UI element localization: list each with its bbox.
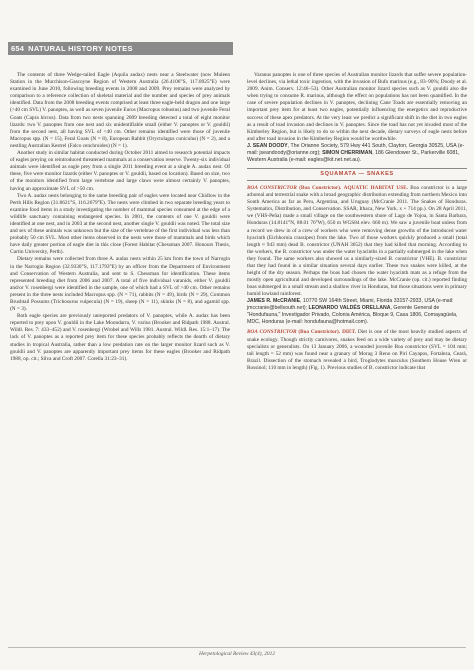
right-column: [247, 72, 467, 372]
species-name: BOA CONSTRICTOR: [247, 329, 297, 336]
note-body: Diet is one of the most heavily studied aspects of snake ecology. Though strictly carnivores, snakes feed on a wide variety of prey and may be dietary specialists or generalists. On 13 January 2006, a wounded juvenile Boa constrictor (SVL = 104 mm; tail length = 52 mm) was found near a granary of Morag 3 Reno on Pirí Cayapos, Fortaleza, Ceará, Brazil. Dissection of the stomach revealed a bird, Troglodytes musculus (Southern House Wren or Rossinol; 110 mm in length) (Fig. 1). Previous studies of B. constrictor indicate that: [247, 329, 467, 371]
running-title: NATURAL HISTORY NOTES: [28, 44, 133, 53]
author-name: J. SEAN DOODY: [247, 142, 288, 149]
note-title: [247, 185, 408, 191]
paragraph: The contents of three Wedge-tailed Eagle (Aquila audax) nests near a Steelwater (now Muleen Station in the Murchison-Gascoyne Region of Western Australia (26.4106°S, 117.8925°E) were examined in June 2010, following breeding events in 2008 and 2009. Prey remains were analyzed by comparison to a reference collection of skeletal material and the number and species of prey animals identified. Data from the 2008 breeding events comprised at least three eagle-held dragon and one large (>40 cm SVL) V. panoptes, as well as seven juvenile Euros (Macropus robustus) and two juvenile Feral Goats (Capra hircus). Data from two nests spanning 2009 breeding detected a total of eight monitor lizards: two V. panoptes from one nest and six unidentifiable small (either V. panoptes or V. gouldii) from the second nest, all having SVL of <40 cm. Other remains identified were those of juvenile Macropus spp. (N = 15), Feral Goats (N = 8), European Rabbit (Oryctolagus cuniculus) (N = 2), and a nestling Australian Kestrel (Falco cenchroides) (N = 1).: [10, 72, 230, 149]
note-title: [247, 329, 356, 335]
author-name: LEONARDO VALDÉS ORELLANA: [308, 305, 391, 312]
species-name: BOA CONSTRICTOR: [247, 184, 297, 191]
author-signature: [247, 298, 467, 326]
left-column: [10, 72, 230, 363]
page-header: [8, 42, 233, 55]
note-topic: DIET.: [342, 329, 356, 336]
page-number: 654: [11, 44, 25, 53]
paragraph: Both eagle species are previously unreported predators of V. panoptes, while A. audax has been reported to prey upon V. gouldii in the Lake Moondarra, V. varius (Brooker and Ridpath 1988. Austral. Wildl. Res. 7: 433–452) and V. rosenbergi (Wrobel and Wills 1981. Austral. Wildl. Res. 15:1–17). The lack of V. panoptes as a reported prey item for these species probably reflects the dearth of dietary studies in tropical Australia, rather than a low predation rate on the larger monitor lizard such as V. gouldii and V. panoptes are apparently important prey items for these eagles (Brooker and Ridpath 1988, op. cit.; Silva and Croft 2007. Corella 31:23–31).: [10, 313, 230, 362]
common-name: (Boa Constrictor).: [298, 329, 341, 336]
note-body: Boa constrictor is a large arboreal and terrestrial snake with a broad geographic distribution extending from northern Mexico into South America as far as Peru, Argentina, and Uruguay (McCranie 2011. The Snakes of Honduras. Systematics, Distribution, and Conservation. SSAR, Ithaca, New York. x + 714 pp.). On 28 April 2011, we (VHS-Peña) made a small village on the southwestern shore of Lago de Yojoa, in Santa Barbara, Honduras (14.8141°N, 88.01 76°W), 650 m WGS84 elev. 660 m). We saw a juvenile boat unless from a record we drew in of a crew of workers who were removing dense growths of the introduced water hyacinth (Eichhornia crassipes) from the lake. Two of those workers quickly produced a small (total length ≈ 943 mm) dead B. constrictor (UNAH 3652) that they had killed that morning. According to the workers, the B. constrictor was under the water hyacinths in a partially submerged in the lake when they found. The same workers also showed us a similarly-sized B. constrictor (VHE). B. constrictor that they had found in a similar situation several days earlier. These two snakes were killed, at the height of the dry season. Perhaps the boas had chosen the water hyacinth mats as a refuge from the mostly open agricultural and developed surroundings of the lake. McCranie (op. cit.) reported finding boas submerged in a small stream and a shallow river in Honduras, but those situations were in primary humid lowland rainforest.: [247, 184, 467, 298]
common-name: (Boa Constrictor).: [299, 184, 342, 191]
note-paragraph: [247, 185, 467, 299]
author-address: , The Orianne Society, 579 Hwy 441 South, Clayton, Georgia 30525, USA (e-mail: jseandoody@orianne.org);: [247, 142, 465, 156]
section-heading: SQUAMATA — SNAKES: [247, 168, 467, 181]
paragraph: Varanus panoptes is one of three species of Australian monitor lizards that suffer severe population-level declines, via lethal toxic ingestion, with the invasion of Bufo marinus (e.g., 83–90%; Doody et al. 2009. Anim. Conserv. 12:46–53). Other Australian monitor lizard species such as V. gouldii also die when trying to consume R. marinus, although the effect on populations has not been quantified. In the case of severe population declines in V. panoptes, declining Cane Toads are essentially removing an important prey item for at least two eagles, potentially influencing the energetics and reproductive success of these apex predators. At the very least we predict a significant shift in the diet in two eagles as a result of toad invasion and declines in V. panoptes. Since the toad has not yet invaded most of the Kimberley Region, but is likely to do so within the next decade, dietary surveys of eagle nests before and after toad invasion in the Kimberley Region would be worthwhile.: [247, 72, 467, 142]
paragraph: Two A. audax nests belonging to the same breeding pair of eagles were located near Chidlow in the Perth Hills Region (31.8621°S, 116.2679°E). The nests were climbed in two separate breeding years to examine food items in a study investigating the number of mammal species consumed at the edge of a wildlife sanctuary containing endangered species. In 2001, the contents of one V. gouldii were identified at one nest, and in 2003 at the second nest, another single V. gouldii was noted. The total size and sex of these animals was unknown but the size of the vertebrae of the first individual was less than probably 50 cm SVL. Most other items observed in the nests were those of mammals and birds which have daily greater portion of eagle diet in this close (Forest Habitat (Chessman 2007. Honours Thesis, Curtin University, Perth).: [10, 192, 230, 256]
paragraph: Dietary remains were collected from three A. audax nests within 25 km from the town of Narrogin in the Narrogin Region (32.9330°S, 117.1793°E) by an officer from the Department of Environment and Conservation of Western Australia, and sent to S. Chessman for identification. These items represented breeding diet from 2006 and 2007. A total of five individual varanids, either V. gouldii and/or V. rosenbergi were identified in the sample, one of which had a SVL of >40 cm. Other remains present in the three nests included Macropus spp. (N = 71), rabbits (N = 49), birds (N = 29), Common Brushtail Possums (Trichosurus vulpecula) (N = 19), sheep (N = 11), skinks (N = 8), and agamid spp. (N = 3).: [10, 256, 230, 313]
author-address: , Gerente General de "Hondufauna," Investigador Privado, Colonia América, Bloque 9, Casa 1806, Comayagüela, MDC, Honduras (e-mail: hondufauna@hotmail.com).: [247, 305, 458, 326]
author-name: SIMON CHERRIMAN: [322, 149, 373, 156]
author-signature: [247, 143, 467, 164]
note-paragraph: [247, 329, 467, 372]
author-name: JAMES R. McCRANIE: [247, 298, 301, 305]
author-address: , 186 Glendower St., Parkerville 6081, Western Australia (e-mail: eagles@kit.net.net.au).: [247, 149, 460, 163]
note-topic: AQUATIC HABITAT USE.: [343, 184, 408, 191]
footer-divider: [8, 647, 466, 648]
paragraph: Another study in similar habitat conducted during October 2011 aimed to research potential impacts of eagles preying on reintroduced threatened mammals at a conservation reserve. Twenty-six individual animals were identified as eagle prey from a single 2011 breeding event at a single A. audax nest. Of these, five were monitor lizards (either V. panoptes or V. gouldii, based on location). Based on size, two of the monitors identified from large vertebrae and large claws were almost certainly V. panoptes, having an approximate SVL of >50 cm.: [10, 150, 230, 192]
footer-citation: Herpetological Review 43(4), 2012: [198, 651, 276, 657]
author-address: , 10770 SW 164th Street, Miami, Florida 33157-2933, USA (e-mail: jmccranie@bellsouth.net);: [247, 298, 454, 312]
